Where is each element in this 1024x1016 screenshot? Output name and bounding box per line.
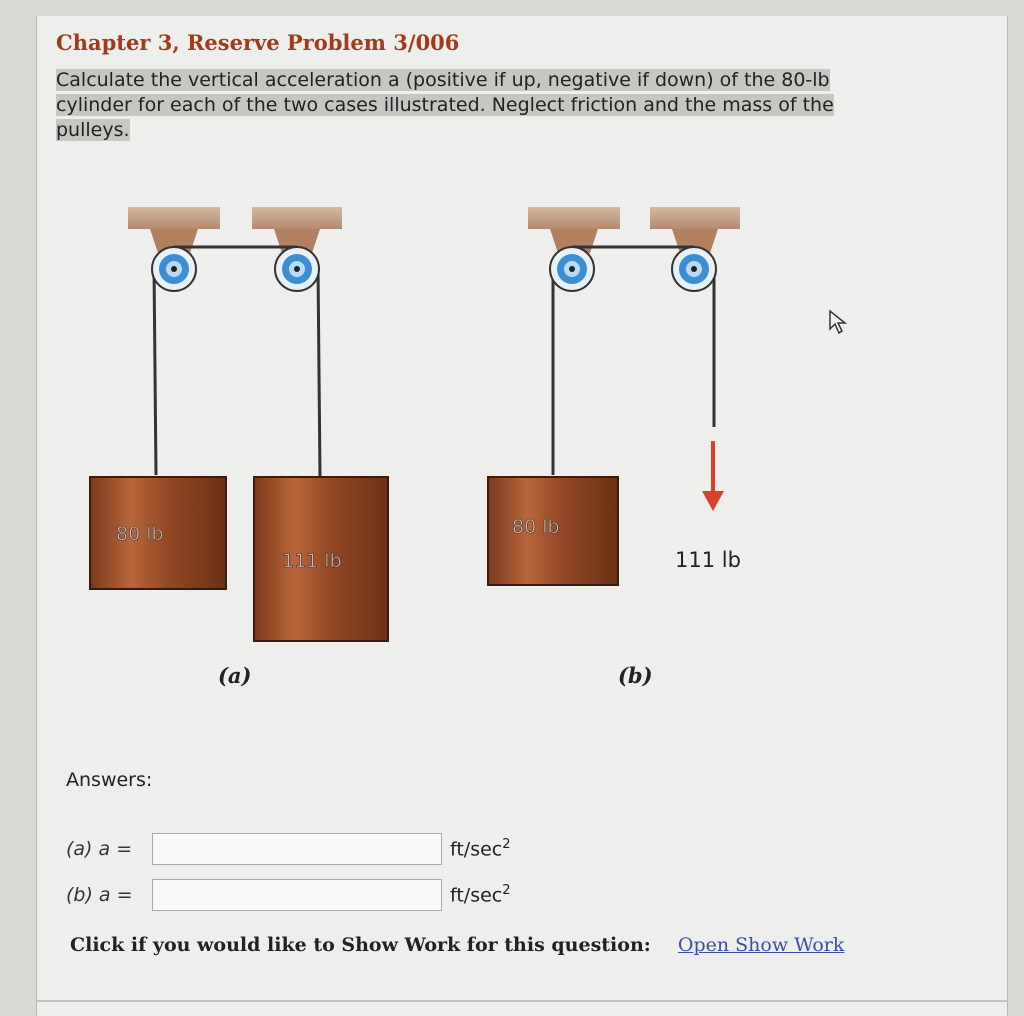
- weight-label-80lb: 80 lb: [116, 523, 164, 545]
- answer-a-label: (a) a =: [66, 838, 133, 860]
- pulley-icon: [672, 247, 716, 291]
- answer-row-b: [66, 878, 511, 912]
- pulley-figure: [70, 195, 770, 695]
- answer-b-unit: $ft/\sec^2$: [450, 883, 511, 907]
- case-b-label: (b): [618, 663, 653, 688]
- force-arrow-icon: [702, 441, 724, 511]
- answer-b-input[interactable]: [152, 879, 442, 911]
- rope: [318, 267, 320, 477]
- pulley-icon: [550, 247, 594, 291]
- pulley-icon: [275, 247, 319, 291]
- weight-label-80lb: 80 lb: [512, 516, 560, 538]
- ceiling-support: [650, 207, 740, 229]
- problem-line-3: pulleys.: [56, 119, 130, 141]
- rope: [154, 267, 156, 475]
- case-b-diagram: [488, 207, 741, 688]
- problem-title: Chapter 3, Reserve Problem 3/006: [56, 30, 460, 55]
- open-show-work-link[interactable]: Open Show Work: [677, 934, 845, 956]
- force-label: 111 lb: [675, 548, 741, 572]
- problem-line-2: cylinder for each of the two cases illustrated. Neglect friction and the mass of the: [56, 94, 834, 116]
- pulley-icon: [152, 247, 196, 291]
- ceiling-support: [528, 207, 620, 229]
- ceiling-support: [252, 207, 342, 229]
- answer-b-label: (b) a =: [66, 884, 133, 906]
- weight-label-111lb: 111 lb: [282, 550, 342, 572]
- divider: [36, 1000, 1008, 1002]
- answer-a-input[interactable]: [152, 833, 442, 865]
- ceiling-support: [128, 207, 220, 229]
- case-a-label: (a): [218, 663, 252, 688]
- answers-heading: Answers:: [66, 769, 153, 791]
- answer-a-unit: $ft/\sec^2$: [450, 837, 511, 861]
- pointer-cursor-icon: [828, 309, 850, 335]
- show-work-prompt: Click if you would like to Show Work for this question:: [70, 934, 651, 956]
- case-a-diagram: [90, 207, 388, 688]
- answer-row-a: [66, 832, 511, 866]
- show-work-row: [70, 934, 844, 956]
- problem-line-1: Calculate the vertical acceleration a (positive if up, negative if down) of the 80-lb: [56, 69, 830, 91]
- problem-statement: [56, 68, 938, 143]
